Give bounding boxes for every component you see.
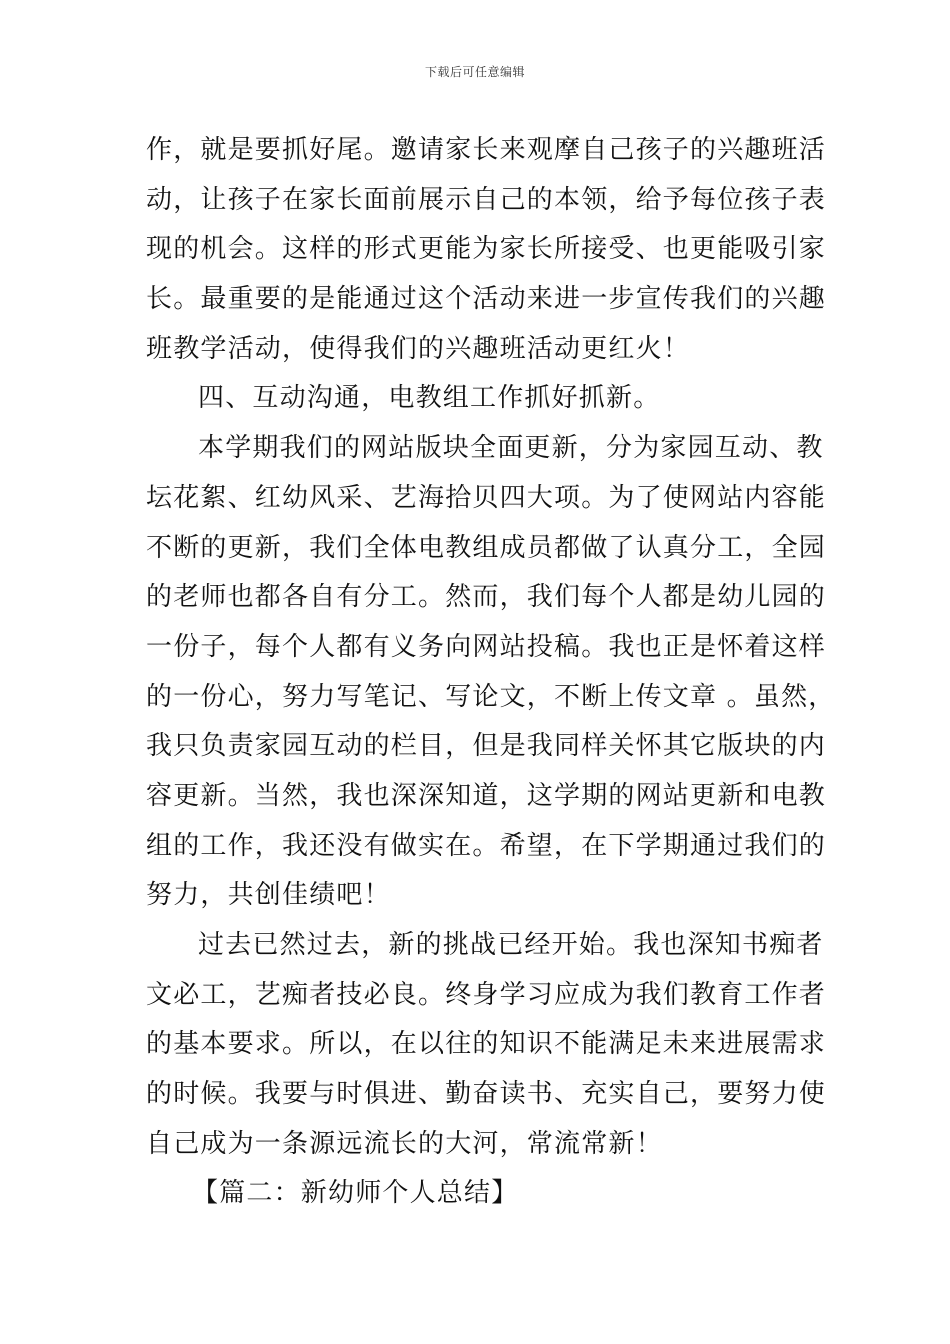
page-header: 下载后可任意编辑 [424,65,525,79]
text-line: 现的机会。这样的形式更能为家长所接受、也更能吸引家 [146,234,827,265]
text-line: 的基本要求。所以，在以往的知识不能满足未来进展需求 [146,1029,827,1060]
text-line: 不断的更新，我们全体电教组成员都做了认真分工，全园 [146,532,827,563]
text-line: 的一份心，努力写笔记、写论文，不断上传文章 。虽然， [146,681,836,712]
chapter-title: 【篇二：新幼师个人总结】 [192,1178,519,1209]
text-line: 文必工，艺痴者技必良。终身学习应成为我们教育工作者 [146,979,827,1010]
text-line: 动，让孩子在家长面前展示自己的本领，给予每位孩子表 [146,184,827,215]
text-line: 本学期我们的网站版块全面更新，分为家园互动、教 [198,433,824,464]
section-heading: 四、互动沟通，电教组工作抓好抓新。 [198,383,661,414]
text-line: 我只负责家园互动的栏目，但是我同样关怀其它版块的内 [146,731,827,762]
text-line: 的老师也都各自有分工。然而，我们每个人都是幼儿园的 [146,582,827,613]
text-line: 作，就是要抓好尾。邀请家长来观摩自己孩子的兴趣班活 [146,135,827,165]
text-line: 过去已然过去，新的挑战已经开始。我也深知书痴者 [198,930,824,960]
text-line: 组的工作，我还没有做实在。希望，在下学期通过我们的 [146,830,827,861]
text-line: 班教学活动，使得我们的兴趣班活动更红火！ [146,333,691,364]
text-line: 努力，共创佳绩吧！ [146,880,391,911]
text-line: 一份子，每个人都有义务向网站投稿。我也正是怀着这样 [146,631,827,662]
document-body [146,126,836,1219]
text-line: 长。最重要的是能通过这个活动来进一步宣传我们的兴趣 [146,284,827,315]
text-line: 自己成为一条源远流长的大河，常流常新！ [146,1128,663,1159]
text-line: 坛花絮、红幼风采、艺海拾贝四大项。为了使网站内容能 [146,482,827,513]
text-line: 容更新。当然，我也深深知道，这学期的网站更新和电教 [146,780,827,811]
text-line: 的时候。我要与时俱进、勤奋读书、充实自己，要努力使 [146,1079,827,1110]
